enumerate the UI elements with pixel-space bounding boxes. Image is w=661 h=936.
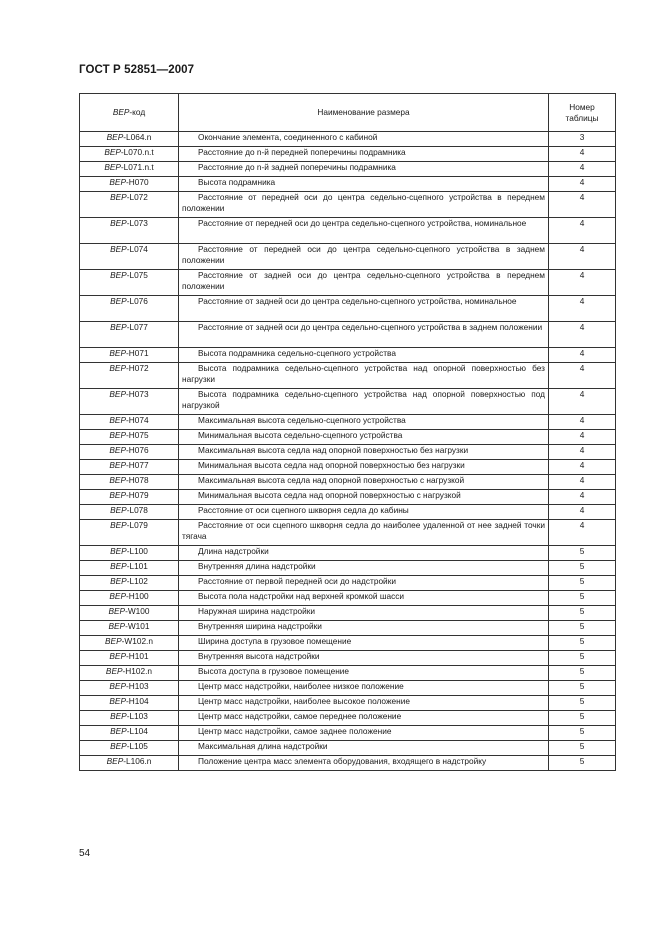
table-row xyxy=(80,636,616,651)
bep-code-prefix: ВЕР xyxy=(108,606,126,616)
table-number-cell: 4 xyxy=(549,505,616,520)
bep-code-prefix: ВЕР xyxy=(110,505,127,515)
bep-code-suffix: -Н103 xyxy=(126,681,149,691)
table-number-cell: 4 xyxy=(549,445,616,460)
dimension-name: Внутренняя ширина надстройки xyxy=(198,621,322,631)
table-row xyxy=(80,132,616,147)
table-number-cell: 5 xyxy=(549,591,616,606)
header-name: Наименование размера xyxy=(179,94,549,132)
bep-code-prefix: ВЕР xyxy=(104,147,121,157)
bep-code-prefix: ВЕР xyxy=(109,490,126,500)
dimension-name: Расстояние от оси сцепного шкворня седла до наиболее удаленной от нее задней точки тягача xyxy=(182,520,545,541)
dimension-name-cell xyxy=(179,270,549,296)
bep-code-prefix: ВЕР xyxy=(110,546,127,556)
dimension-name: Минимальная высота седельно-сцепного устройства xyxy=(198,430,403,440)
dimension-name-cell xyxy=(179,363,549,389)
dimension-name: Центр масс надстройки, самое переднее положение xyxy=(198,711,402,721)
bep-code-suffix: -L106.n xyxy=(123,756,152,766)
dimension-name-cell xyxy=(179,460,549,475)
table-row xyxy=(80,218,616,244)
dimension-name: Высота доступа в грузовое помещение xyxy=(198,666,350,676)
bep-code-cell xyxy=(80,606,179,621)
table-row xyxy=(80,696,616,711)
dimension-name-cell xyxy=(179,244,549,270)
table-number-cell: 5 xyxy=(549,741,616,756)
bep-code-suffix: -Н075 xyxy=(126,430,149,440)
dimension-name-cell xyxy=(179,490,549,505)
bep-code-suffix: -L101 xyxy=(126,561,148,571)
dimension-name-cell xyxy=(179,445,549,460)
bep-code-cell xyxy=(80,162,179,177)
bep-code-prefix: ВЕР xyxy=(109,696,126,706)
bep-code-prefix: ВЕР xyxy=(109,445,126,455)
bep-code-prefix: ВЕР xyxy=(110,322,127,332)
table-number-cell: 5 xyxy=(549,576,616,591)
dimension-name: Расстояние до n-й задней поперечины подрамника xyxy=(198,162,396,172)
table-number-cell: 4 xyxy=(549,296,616,322)
dimension-name: Центр масс надстройки, наиболее низкое положение xyxy=(198,681,404,691)
bep-code-suffix: -L064.n xyxy=(123,132,152,142)
bep-code-cell xyxy=(80,270,179,296)
table-row xyxy=(80,296,616,322)
bep-code-cell xyxy=(80,218,179,244)
dimension-name: Положение центра масс элемента оборудования, входящего в надстройку xyxy=(198,756,487,766)
bep-code-prefix: ВЕР xyxy=(109,363,126,373)
dimension-name: Наружная ширина надстройки xyxy=(198,606,316,616)
bep-code-suffix: -L100 xyxy=(126,546,148,556)
bep-code-cell xyxy=(80,445,179,460)
dimension-name: Расстояние от задней оси до центра седельно-сцепного устройства, номинальное xyxy=(198,296,517,306)
dimension-name-cell xyxy=(179,505,549,520)
table-number-cell: 5 xyxy=(549,711,616,726)
bep-code-cell xyxy=(80,561,179,576)
table-row xyxy=(80,726,616,741)
dimension-name-cell xyxy=(179,520,549,546)
table-number-cell: 5 xyxy=(549,651,616,666)
dimension-name-cell xyxy=(179,177,549,192)
bep-code-cell xyxy=(80,490,179,505)
table-number-cell: 4 xyxy=(549,244,616,270)
dimension-name-cell xyxy=(179,147,549,162)
bep-code-suffix: -L072 xyxy=(126,192,148,202)
table-row xyxy=(80,270,616,296)
header-code: ВЕР-код xyxy=(80,94,179,132)
bep-code-suffix: -Н077 xyxy=(126,460,149,470)
dimension-name: Максимальная длина надстройки xyxy=(198,741,328,751)
dimension-name-cell xyxy=(179,591,549,606)
bep-code-prefix: ВЕР xyxy=(110,192,127,202)
bep-code-prefix: ВЕР xyxy=(105,666,123,676)
bep-code-cell xyxy=(80,681,179,696)
bep-code-suffix: -W100 xyxy=(125,606,150,616)
bep-code-prefix: ВЕР xyxy=(109,475,126,485)
dimension-name: Окончание элемента, соединенного с кабиной xyxy=(198,132,378,142)
bep-code-cell xyxy=(80,756,179,771)
bep-code-cell xyxy=(80,591,179,606)
bep-code-suffix: -L079 xyxy=(126,520,148,530)
bep-code-cell xyxy=(80,244,179,270)
bep-code-prefix: ВЕР xyxy=(109,651,126,661)
dimension-name-cell xyxy=(179,741,549,756)
dimension-name-cell xyxy=(179,636,549,651)
dimension-name-cell xyxy=(179,322,549,348)
bep-code-prefix: ВЕР xyxy=(108,621,126,631)
table-row xyxy=(80,363,616,389)
table-row xyxy=(80,561,616,576)
bep-code-cell xyxy=(80,430,179,445)
table-number-cell: 4 xyxy=(549,322,616,348)
dimension-name: Расстояние до n-й передней поперечины подрамника xyxy=(198,147,406,157)
dimension-name-cell xyxy=(179,651,549,666)
bep-code-prefix: ВЕР xyxy=(109,430,126,440)
bep-code-prefix: ВЕР xyxy=(110,296,127,306)
document-title: ГОСТ Р 52851—2007 xyxy=(79,64,195,76)
table-number-cell: 5 xyxy=(549,636,616,651)
dimension-name-cell xyxy=(179,561,549,576)
table-row xyxy=(80,475,616,490)
bep-code-cell xyxy=(80,460,179,475)
dimension-name-cell xyxy=(179,756,549,771)
bep-code-suffix: -L077 xyxy=(126,322,148,332)
dimension-name-cell xyxy=(179,389,549,415)
bep-code-cell xyxy=(80,475,179,490)
bep-code-prefix: ВЕР xyxy=(109,415,126,425)
bep-code-suffix: -Н076 xyxy=(126,445,149,455)
bep-code-prefix: ВЕР xyxy=(109,460,126,470)
dimension-name: Высота подрамника седельно-сцепного устройства над опорной поверхностью без нагрузки xyxy=(182,363,545,384)
dimension-name: Расстояние от передней оси до центра седельно-сцепного устройства, номинальное xyxy=(198,218,527,228)
bep-code-suffix: -Н101 xyxy=(126,651,149,661)
dimension-name-cell xyxy=(179,606,549,621)
table-row xyxy=(80,756,616,771)
dimension-name: Расстояние от задней оси до центра седельно-сцепного устройства в переднем положении xyxy=(182,270,545,291)
bep-code-suffix: -L073 xyxy=(126,218,148,228)
bep-code-suffix: -L078 xyxy=(126,505,148,515)
dimension-name: Длина надстройки xyxy=(198,546,269,556)
dimension-name-cell xyxy=(179,546,549,561)
bep-code-prefix: ВЕР xyxy=(110,726,127,736)
table-number-cell: 4 xyxy=(549,475,616,490)
bep-code-prefix: ВЕР xyxy=(109,389,126,399)
bep-code-prefix: ВЕР xyxy=(110,520,127,530)
bep-code-cell xyxy=(80,415,179,430)
dimension-name-cell xyxy=(179,681,549,696)
bep-code-suffix: -L074 xyxy=(126,244,148,254)
table-row xyxy=(80,244,616,270)
dimension-name-cell xyxy=(179,192,549,218)
table-number-cell: 5 xyxy=(549,546,616,561)
bep-code-suffix: -Н104 xyxy=(126,696,149,706)
table-row xyxy=(80,460,616,475)
bep-code-cell xyxy=(80,132,179,147)
dimension-name-cell xyxy=(179,348,549,363)
bep-code-prefix: ВЕР xyxy=(109,348,126,358)
bep-code-cell xyxy=(80,520,179,546)
bep-code-suffix: -Н078 xyxy=(126,475,149,485)
table-number-cell: 5 xyxy=(549,621,616,636)
table-row xyxy=(80,348,616,363)
dimensions-table xyxy=(79,93,616,771)
bep-code-prefix: ВЕР xyxy=(110,741,127,751)
dimension-name-cell xyxy=(179,711,549,726)
header-table-number: Номер таблицы xyxy=(549,94,616,132)
table-number-cell: 5 xyxy=(549,561,616,576)
table-number-cell: 4 xyxy=(549,389,616,415)
bep-code-cell xyxy=(80,505,179,520)
table-number-cell: 4 xyxy=(549,520,616,546)
table-number-cell: 4 xyxy=(549,192,616,218)
bep-code-prefix: ВЕР xyxy=(110,218,127,228)
table-row xyxy=(80,681,616,696)
dimension-name: Внутренняя высота надстройки xyxy=(198,651,320,661)
bep-code-suffix: -Н071 xyxy=(126,348,149,358)
bep-code-prefix: ВЕР xyxy=(110,576,127,586)
dimension-name-cell xyxy=(179,621,549,636)
table-row xyxy=(80,741,616,756)
bep-code-cell xyxy=(80,576,179,591)
dimension-name: Внутренняя длина надстройки xyxy=(198,561,316,571)
bep-code-cell xyxy=(80,348,179,363)
bep-code-cell xyxy=(80,741,179,756)
table-row xyxy=(80,666,616,681)
bep-code-cell xyxy=(80,177,179,192)
bep-code-prefix: ВЕР xyxy=(110,561,127,571)
bep-code-prefix: ВЕР xyxy=(109,591,126,601)
bep-code-prefix: ВЕР xyxy=(106,132,124,142)
bep-code-prefix: ВЕР xyxy=(104,162,121,172)
table-number-cell: 3 xyxy=(549,132,616,147)
dimension-name: Максимальная высота седла над опорной поверхностью с нагрузкой xyxy=(198,475,465,485)
bep-code-suffix: -Н100 xyxy=(126,591,149,601)
bep-code-suffix: -W101 xyxy=(125,621,150,631)
dimension-name: Минимальная высота седла над опорной поверхностью без нагрузки xyxy=(198,460,465,470)
table-number-cell: 4 xyxy=(549,270,616,296)
table-number-cell: 5 xyxy=(549,696,616,711)
bep-code-suffix: -L102 xyxy=(126,576,148,586)
table-row xyxy=(80,520,616,546)
bep-code-suffix: -L105 xyxy=(126,741,148,751)
table-row xyxy=(80,177,616,192)
dimension-name: Расстояние от первой передней оси до надстройки xyxy=(198,576,396,586)
table-row xyxy=(80,192,616,218)
dimension-name: Расстояние от задней оси до центра седельно-сцепного устройства в заднем положении xyxy=(198,322,543,332)
bep-code-prefix: ВЕР xyxy=(110,244,127,254)
bep-code-cell xyxy=(80,636,179,651)
table-row xyxy=(80,621,616,636)
bep-code-cell xyxy=(80,711,179,726)
dimension-name-cell xyxy=(179,726,549,741)
dimension-name: Максимальная высота седла над опорной поверхностью без нагрузки xyxy=(198,445,469,455)
bep-code-suffix: -Н074 xyxy=(126,415,149,425)
bep-code-prefix: ВЕР xyxy=(106,756,124,766)
dimension-name: Расстояние от передней оси до центра седельно-сцепного устройства в переднем положении xyxy=(182,192,545,213)
table-number-cell: 5 xyxy=(549,666,616,681)
bep-code-cell xyxy=(80,666,179,681)
dimension-name: Расстояние от передней оси до центра седельно-сцепного устройства в заднем положении xyxy=(182,244,545,265)
table-row xyxy=(80,505,616,520)
table-number-cell: 4 xyxy=(549,218,616,244)
dimension-name: Максимальная высота седельно-сцепного устройства xyxy=(198,415,406,425)
dimension-name-cell xyxy=(179,430,549,445)
table-number-cell: 4 xyxy=(549,363,616,389)
table-row xyxy=(80,490,616,505)
table-header-row xyxy=(80,94,616,132)
dimension-name-cell xyxy=(179,132,549,147)
bep-code-prefix: ВЕР xyxy=(109,681,126,691)
bep-code-cell xyxy=(80,546,179,561)
bep-code-prefix: ВЕР xyxy=(110,270,127,280)
bep-code-suffix: -L103 xyxy=(126,711,148,721)
bep-code-suffix: -L075 xyxy=(126,270,148,280)
table-row xyxy=(80,546,616,561)
dimension-name: Высота подрамника седельно-сцепного устройства xyxy=(198,348,396,358)
bep-code-suffix: -L076 xyxy=(126,296,148,306)
bep-code-cell xyxy=(80,322,179,348)
table-row xyxy=(80,591,616,606)
bep-code-cell xyxy=(80,147,179,162)
bep-code-prefix: ВЕР xyxy=(109,177,126,187)
table-row xyxy=(80,415,616,430)
bep-code-cell xyxy=(80,192,179,218)
bep-code-suffix: -Н079 xyxy=(126,490,149,500)
table-number-cell: 4 xyxy=(549,415,616,430)
table-row xyxy=(80,162,616,177)
table-number-cell: 5 xyxy=(549,681,616,696)
dimension-name: Высота подрамника xyxy=(198,177,276,187)
bep-code-prefix: ВЕР xyxy=(110,711,127,721)
table-row xyxy=(80,322,616,348)
table-row xyxy=(80,576,616,591)
table-number-cell: 4 xyxy=(549,177,616,192)
dimension-name-cell xyxy=(179,696,549,711)
bep-code-suffix: -Н070 xyxy=(126,177,149,187)
bep-code-cell xyxy=(80,651,179,666)
bep-code-suffix: -L104 xyxy=(126,726,148,736)
bep-code-prefix: ВЕР xyxy=(105,636,122,646)
table-row xyxy=(80,389,616,415)
table-number-cell: 5 xyxy=(549,726,616,741)
bep-code-suffix: -L071.n.t xyxy=(120,162,154,172)
dimension-name: Высота подрамника седельно-сцепного устройства над опорной поверхностью под нагрузкой xyxy=(182,389,545,410)
table-row xyxy=(80,445,616,460)
bep-code-cell xyxy=(80,363,179,389)
dimension-name-cell xyxy=(179,666,549,681)
bep-code-cell xyxy=(80,389,179,415)
dimension-name: Центр масс надстройки, наиболее высокое положение xyxy=(198,696,410,706)
bep-code-suffix: -W102.n xyxy=(121,636,153,646)
bep-code-suffix: -Н073 xyxy=(126,389,149,399)
table-row xyxy=(80,147,616,162)
table-number-cell: 4 xyxy=(549,147,616,162)
table-number-cell: 4 xyxy=(549,490,616,505)
dimension-name-cell xyxy=(179,296,549,322)
dimension-name-cell xyxy=(179,162,549,177)
table-row xyxy=(80,606,616,621)
table-row xyxy=(80,651,616,666)
dimension-name-cell xyxy=(179,415,549,430)
bep-code-suffix: -Н072 xyxy=(126,363,149,373)
table-row xyxy=(80,711,616,726)
table-number-cell: 4 xyxy=(549,162,616,177)
table-number-cell: 5 xyxy=(549,756,616,771)
dimension-name: Ширина доступа в грузовое помещение xyxy=(198,636,352,646)
bep-code-suffix: -Н102.n xyxy=(122,666,153,676)
bep-code-cell xyxy=(80,296,179,322)
table-number-cell: 4 xyxy=(549,348,616,363)
bep-code-cell xyxy=(80,696,179,711)
bep-code-cell xyxy=(80,726,179,741)
dimension-name-cell xyxy=(179,475,549,490)
page-number: 54 xyxy=(79,848,91,859)
dimension-name: Минимальная высота седла над опорной поверхностью с нагрузкой xyxy=(198,490,461,500)
dimension-name-cell xyxy=(179,218,549,244)
dimension-name: Расстояние от оси сцепного шкворня седла до кабины xyxy=(198,505,409,515)
dimension-name: Центр масс надстройки, самое заднее положение xyxy=(198,726,392,736)
bep-code-cell xyxy=(80,621,179,636)
dimension-name-cell xyxy=(179,576,549,591)
table-number-cell: 4 xyxy=(549,430,616,445)
dimension-name: Высота пола надстройки над верхней кромкой шасси xyxy=(198,591,405,601)
bep-code-suffix: -L070.n.t xyxy=(120,147,154,157)
table-number-cell: 4 xyxy=(549,460,616,475)
table-row xyxy=(80,430,616,445)
table-number-cell: 5 xyxy=(549,606,616,621)
